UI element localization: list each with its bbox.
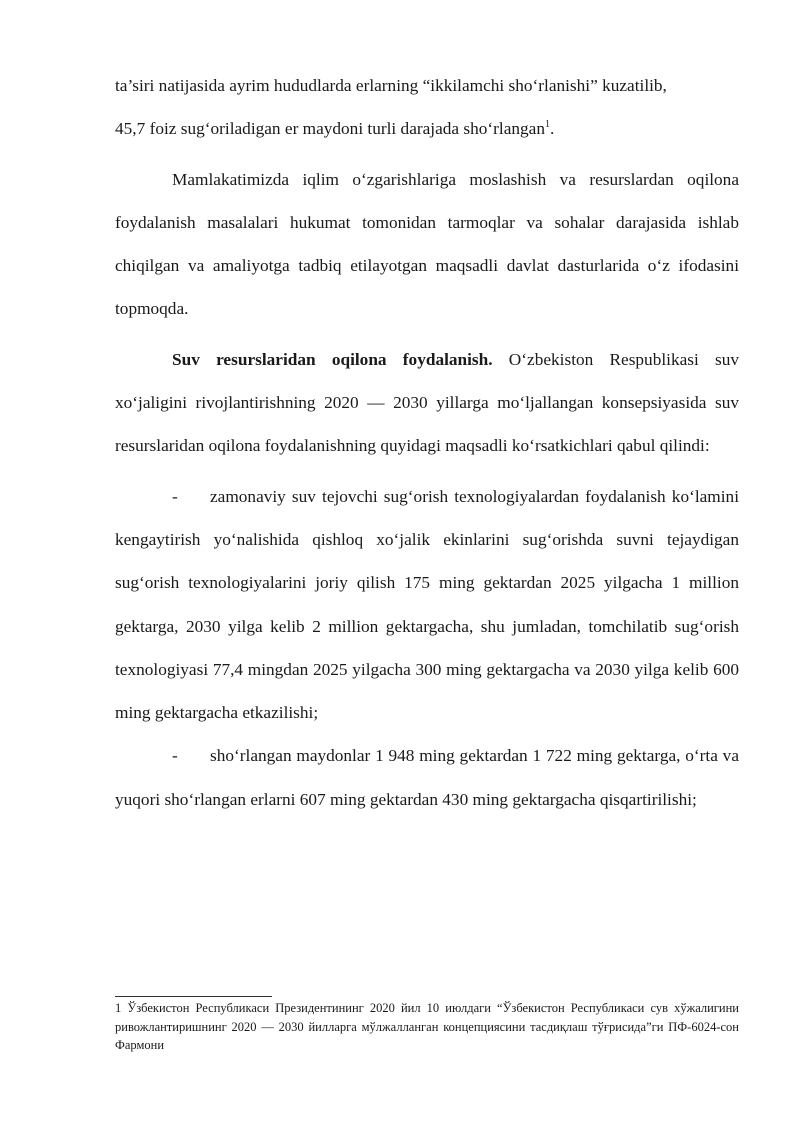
- list-item-text: zamonaviy suv tejovchi sug‘orish texnologiyalardan foydalanish ko‘lamini kengaytirish yo‘nalishida qishloq xo‘jalik ekinlarini sug‘orishda suvni tejaydigan sug‘orish texnologiyalarini joriy qilish 175 ming gektardan 2025 yilgacha 1 million gektarga, 2030 yilga kelib 2 million gektargacha, shu jumladan, tomchilatib sug‘orish texnologiyasi 77,4 mingdan 2025 yilgacha 300 ming gektargacha va 2030 yilga kelib 600 ming gektargacha etkazilishi;: [115, 486, 739, 723]
- list-dash-marker: -: [172, 486, 178, 506]
- paragraph-adaptation: Mamlakatimizda iqlim o‘zgarishlariga moslashish va resurslardan oqilona foydalanish masalalari hukumat tomonidan tarmoqlar va sohalar darajasida ishlab chiqilgan va amaliyotga tadbiq etilayotgan maqsadli davlat dasturlarida o‘z ifodasini topmoqda.: [115, 169, 739, 319]
- list-dash-marker: -: [172, 746, 178, 766]
- list-item-text: sho‘rlangan maydonlar 1 948 ming gektardan 1 722 ming gektarga, o‘rta va yuqori sho‘rlangan erlarni 607 ming gektardan 430 ming gektargacha qisqartirilishi;: [115, 746, 739, 809]
- paragraph-continuation-line2: 45,7 foiz sug‘oriladigan er maydoni turli darajada sho‘rlangan: [115, 119, 545, 139]
- list-item: [115, 475, 739, 735]
- list-item: [115, 734, 739, 821]
- footnote-reference[interactable]: 1: [544, 118, 550, 130]
- section-heading: Suv resurslaridan oqilona foydalanish.: [172, 349, 493, 369]
- paragraph-water-resources: [115, 338, 739, 468]
- paragraph-continuation-line1: ta’siri natijasida ayrim hududlarda erlarning “ikkilamchi sho‘rlanishi” kuzatilib,: [115, 76, 667, 95]
- footnote-number: 1: [115, 1001, 122, 1015]
- footnote-separator: [115, 996, 272, 997]
- footnote: [115, 999, 739, 1055]
- footnote-text: Ўзбекистон Республикаси Президентининг 2020 йил 10 июлдаги “Ўзбекистон Республикаси сув хўжалигини ривожлантиришнинг 2020 — 2030 йилларга мўлжалланган концепциясини тасдиқлаш тўғрисида”ги ПФ-6024-сон Фармони: [115, 1001, 739, 1053]
- paragraph-continuation: [115, 64, 739, 151]
- paragraph-continuation-end: .: [549, 119, 555, 139]
- body-text: [115, 64, 739, 821]
- paragraph-water-resources-text: O‘zbekiston Respublikasi suv xo‘jaligini rivojlantirishning 2020 — 2030 yillarga mo‘ljallangan konsepsiyasida suv resurslaridan oqilona foydalanishning quyidagi maqsadli ko‘rsatkichlari qabul qilindi:: [115, 349, 739, 456]
